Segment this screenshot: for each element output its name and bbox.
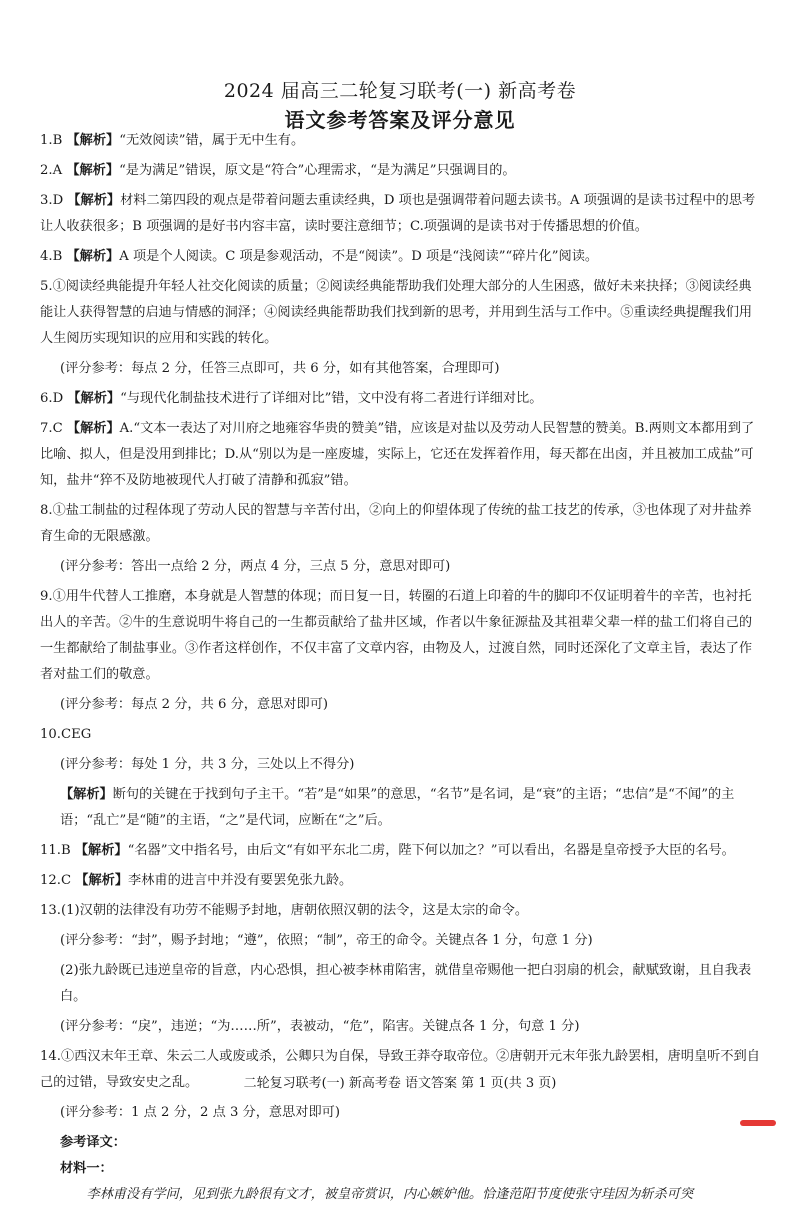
page-footer: 二轮复习联考(一) 新高考卷 语文答案 第 1 页(共 3 页) xyxy=(243,1076,557,1091)
answer-item xyxy=(40,722,760,748)
scroll-indicator[interactable] xyxy=(740,1120,776,1126)
answer-item xyxy=(40,416,760,494)
translation-heading: 参考译文： xyxy=(60,1135,126,1150)
analysis-tag: 【解析】 xyxy=(66,163,120,178)
answer-text: “无效阅读”错，属于无中生有。 xyxy=(119,133,305,148)
answer-item xyxy=(40,868,760,894)
answer-text: “名器”文中指名号，由后文“有如平东北二虏，陛下何以加之？”可以看出，名器是皇帝授予大臣的名号。 xyxy=(127,843,735,858)
question-number: 12.C xyxy=(40,873,72,888)
answer-item xyxy=(40,158,760,184)
answer-item xyxy=(40,274,760,352)
answer-item xyxy=(40,838,760,864)
answer-text: ①用牛代替人工推磨，本身就是人智慧的体现；而日复一日，转圈的石道上印着的牛的脚印不仅证明着牛的辛苦，也衬托出人的辛苦。②牛的生意说明牛将自己的一生都贡献给了盐井区域，作者以牛象征源盐及其祖辈父辈一样的盐工们将自己的一生都献给了制盐事业。③作者这样创作，不仅丰富了文章内容，由物及人，过渡自然，同时还深化了文章主旨，表达了作者对盐工们的敬意。 xyxy=(40,589,753,682)
answer-item xyxy=(40,386,760,412)
question-number: 13. xyxy=(40,903,61,918)
question-number: 10.CEG xyxy=(40,727,92,742)
answer-list xyxy=(40,128,760,1208)
analysis-tag: 【解析】 xyxy=(66,421,120,436)
answer-item xyxy=(40,188,760,240)
analysis-tag: 【解析】 xyxy=(66,249,120,264)
analysis-tag: 【解析】 xyxy=(74,843,128,858)
answer-text: ①盐工制盐的过程体现了劳动人民的智慧与辛苦付出，②向上的仰望体现了传统的盐工技艺的传承，③也体现了对井盐养育生命的无限感激。 xyxy=(40,503,752,544)
question-number: 11.B xyxy=(40,843,71,858)
answer-text: 李林甫的进言中并没有要罢免张九龄。 xyxy=(128,873,353,888)
scoring-note: (2)张九龄既已违逆皇帝的旨意，内心恐惧，担心被李林甫陷害，就借皇帝赐他一把白羽扇的机会，献赋致谢，且自我表白。 xyxy=(60,963,752,1004)
answer-text: “与现代化制盐技术进行了详细对比”错，文中没有将二者进行详细对比。 xyxy=(120,391,543,406)
answer-item xyxy=(40,244,760,270)
scoring-note: (评分参考：1 点 2 分，2 点 3 分，意思对即可) xyxy=(60,1105,341,1120)
question-number: 2.A xyxy=(40,163,63,178)
answer-item xyxy=(40,898,760,924)
answer-text: (1)汉朝的法律没有功劳不能赐予封地，唐朝依照汉朝的法令，这是太宗的命令。 xyxy=(60,903,529,918)
answer-text: A.“文本一表达了对川府之地雍容华贵的赞美”错，应该是对盐以及劳动人民智慧的赞美。B.两则文本都用到了比喻、拟人，但是没用到排比；D.从“别以为是一座废墟，实际上，它还在发挥着作用，每天都在出卤，并且被加工成盐”可知，盐井“猝不及防地被现代人打破了清静和孤寂”错。 xyxy=(40,421,755,488)
question-number: 7.C xyxy=(40,421,63,436)
question-number: 3.D xyxy=(40,193,64,208)
answer-item xyxy=(40,584,760,688)
scoring-note: (评分参考：“封”，赐予封地；“遵”，依照；“制”，帝王的命令。关键点各 1 分，句意 1 分) xyxy=(60,933,593,948)
answer-item xyxy=(40,498,760,550)
answer-text: ①阅读经典能提升年轻人社交化阅读的质量；②阅读经典能帮助我们处理大部分的人生困惑，做好未来抉择；③阅读经典能让人获得智慧的启迪与情感的洞泽；④阅读经典能帮助我们找到新的思考，并用到生活与工作中。⑤重读经典提醒我们用人生阅历实现知识的应用和实践的转化。 xyxy=(40,279,753,346)
analysis-tag: 【解析】 xyxy=(60,787,113,802)
analysis-tag: 【解析】 xyxy=(66,133,120,148)
page-title: 语文参考答案及评分意见 xyxy=(284,108,516,132)
question-number: 14. xyxy=(40,1049,61,1064)
analysis-tag: 【解析】 xyxy=(67,193,121,208)
scoring-note: (评分参考：每处 1 分，共 3 分，三处以上不得分) xyxy=(60,757,355,772)
scoring-note: (评分参考：答出一点给 2 分，两点 4 分，三点 5 分，意思对即可) xyxy=(60,559,451,574)
scoring-note: (评分参考：“戾”，违逆；“为……所”，表被动，“危”，陷害。关键点各 1 分，句意 1 分) xyxy=(60,1019,580,1034)
analysis-tag: 【解析】 xyxy=(75,873,129,888)
question-number: 4.B xyxy=(40,249,63,264)
question-number: 8. xyxy=(40,503,53,518)
material-label: 材料一： xyxy=(60,1161,113,1176)
question-number: 1.B xyxy=(40,133,63,148)
question-number: 9. xyxy=(40,589,53,604)
answer-text: “是为满足”错误，原文是“符合”心理需求，“是为满足”只强调目的。 xyxy=(119,163,516,178)
analysis-paragraph xyxy=(40,782,760,834)
question-number: 5. xyxy=(40,279,53,294)
question-number: 6.D xyxy=(40,391,64,406)
scoring-note: (评分参考：每点 2 分，任答三点即可，共 6 分，如有其他答案，合理即可) xyxy=(60,361,500,376)
answer-text: A 项是个人阅读。C 项是参观活动，不是“阅读”。D 项是“浅阅读”“碎片化”阅读。 xyxy=(119,249,599,264)
translation-text: 李林甫没有学问，见到张九龄很有文才，被皇帝赏识，内心嫉妒他。恰逢范阳节度使张守珪因为斩杀可突 xyxy=(86,1187,694,1202)
analysis-text: 断句的关键在于找到句子主干。“若”是“如果”的意思，“名节”是名词，是“衰”的主语；“忠信”是“不闻”的主语；“乱亡”是“随”的主语，“之”是代词，应断在“之”后。 xyxy=(60,787,735,828)
answer-item xyxy=(40,128,760,154)
answer-text: 材料二第四段的观点是带着问题去重读经典，D 项也是强调带着问题去读书。A 项强调的是读书过程中的思考让人收获很多；B 项强调的是好书内容丰富，读时要注意细节；C.项强调的是读书对于传播思想的价值。 xyxy=(40,193,756,234)
scoring-note: (评分参考：每点 2 分，共 6 分，意思对即可) xyxy=(60,697,329,712)
analysis-tag: 【解析】 xyxy=(67,391,121,406)
answer-text: ①西汉末年王章、朱云二人或废或杀，公卿只为自保，导致王莽夺取帝位。②唐朝开元末年张九龄罢相，唐明皇听不到自己的过错，导致安史之乱。 xyxy=(40,1049,760,1090)
exam-title: 2024 届高三二轮复习联考(一) 新高考卷 xyxy=(223,80,577,102)
